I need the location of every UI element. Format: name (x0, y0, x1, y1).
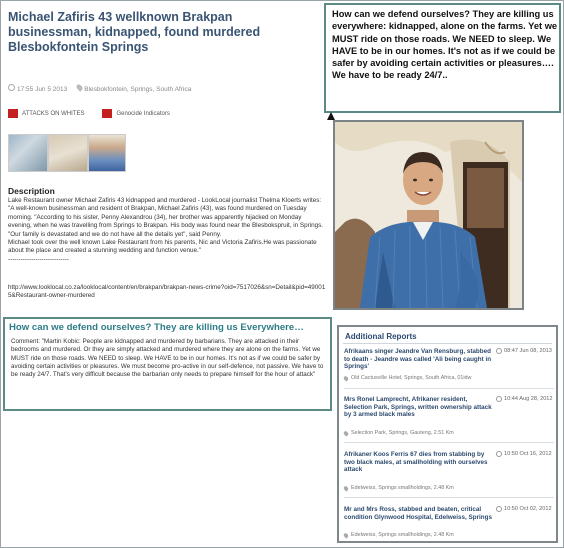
map-pin-icon (343, 532, 349, 538)
divider (344, 497, 554, 498)
victim-photo (333, 120, 524, 310)
additional-reports-title: Additional Reports (345, 332, 417, 341)
report-location-text: Old Cactusville Hotel, Springs, South Africa, 01idw (351, 375, 472, 381)
report-title[interactable]: Mrs Ronel Lamprecht, Afrikaner resident, Selection Park, Springs, written ownership attack by 3 armed black males (344, 396, 492, 419)
comment-box (3, 317, 332, 411)
report-date-text: 10:50 Oct 16, 2012 (504, 451, 552, 457)
meta-location[interactable] (77, 84, 191, 93)
report-date-text: 10:44 Aug 28, 2012 (504, 396, 553, 402)
report-location (344, 532, 454, 538)
clock-icon (496, 451, 502, 457)
report-date (496, 348, 552, 354)
report-date-text: 08:47 Jun 08, 2013 (504, 348, 552, 354)
clock-icon (496, 348, 502, 354)
report-location (344, 485, 454, 491)
callout-text: How can we defend ourselves? They are killing us everywhere: kidnapped, alone on the farms. Yet we MUST ride on those roads. We NEED to sleep. We HAVE to be in our homes. It's not as if we could be safer by avoiding certain activities or pleasures…. We have to be ready 24/7.. (332, 9, 558, 81)
tag-attacks-on-whites[interactable] (8, 109, 84, 118)
map-pin-icon (343, 375, 349, 381)
description-paragraph: Michael took over the well known Lake Restaurant from his parents, Nic and Victoria Zafiris.He was passionate about the place and created a stunning wedding and function venue." (8, 239, 317, 255)
comment-box-title: How can we defend ourselves? They are killing us Everywhere… (9, 322, 304, 333)
red-square-icon (102, 109, 112, 118)
callout-box (324, 3, 561, 113)
description-heading: Description (8, 186, 55, 196)
report-title[interactable]: Afrikaans singer Jeandre Van Rensburg, stabbed to death - Jeandre was called 'Ali being caught in Springs' (344, 348, 492, 371)
person-photo-illustration (335, 122, 522, 308)
clock-icon (496, 506, 502, 512)
map-pin-icon (343, 485, 349, 491)
thumbnail-strip (8, 134, 126, 172)
report-location-text: Edelweiss, Springs smallholdings, 2.48 Km (351, 485, 454, 491)
additional-reports-panel (337, 325, 558, 543)
arrow-up-icon (327, 112, 335, 120)
report-title[interactable]: Mr and Mrs Ross, stabbed and beaten, critical condition Glynwood Hospital, Edelweiss, Springs (344, 506, 492, 521)
comment-box-body: Comment: "Martin Kobic: People are kidnapped and murdered by barbarians. They are attacked in their bedrooms and murdered. Or they are simply attacked and murdered where they are alone on the farms. Yet we MUST ride on those roads. We NEED to sleep. We HAVE to be in our homes. It's not as if we could be safer by avoiding certain activities or pleasures. We must become pro-active in our self-defence, not passive. We have to be ready 24/7. That's very difficult because the barbarian only needs to prepare himself for the hour of attack" (11, 338, 324, 379)
article-meta (8, 84, 191, 93)
map-pin-icon (343, 430, 349, 436)
divider (344, 388, 554, 389)
report-date (496, 506, 552, 512)
tag-row (8, 109, 170, 118)
thumbnail-image[interactable] (88, 134, 126, 172)
clock-icon (8, 84, 15, 91)
divider (344, 442, 554, 443)
report-location-text: Edelweiss, Springs smallholdings, 2.48 Km (351, 532, 454, 538)
report-location-text: Selection Park, Springs, Gauteng, 2.51 Km (351, 430, 454, 436)
divider (343, 343, 552, 344)
meta-time (8, 84, 67, 93)
description-body (8, 197, 326, 264)
description-divider: ----------------------------- (8, 255, 69, 263)
clock-icon (496, 396, 502, 402)
tag-label: ATTACKS ON WHITES (22, 110, 85, 117)
meta-time-text: 17:55 Jun 5 2013 (17, 86, 68, 93)
source-link[interactable]: http://www.looklocal.co.za/looklocal/content/en/brakpan/brakpan-news-crime?oid=7517026&sn=Detail&pid=490015&Restaurant-owner-murdered (8, 284, 326, 300)
report-location (344, 375, 471, 381)
thumbnail-image[interactable] (8, 134, 48, 172)
thumbnail-image[interactable] (48, 134, 88, 172)
report-title[interactable]: Afrikaner Koos Ferris 67 dies from stabbing by two black males, at smallholding with ourselves attack (344, 451, 488, 474)
map-pin-icon (76, 83, 84, 91)
report-location (344, 430, 454, 436)
tag-label: Genocide Indicators (116, 110, 170, 117)
red-square-icon (8, 109, 18, 118)
report-date-text: 10:50 Oct 02, 2012 (504, 506, 552, 512)
description-paragraph: Lake Restaurant owner Michael Zafiris 43 kidnapped and murdered - LookLocal journalist Thelma Kloerts writes: "A well-known businessman and resident of Brakpan, Michael Zafiris (43), was found murdered on Tuesday morning. "According to his sister, Penny Alexandrou (34), her brother was apparently hijacked on Monday evening, when he was travelling from Springs to Brakpan. His body was found near the Blesbokspruit, in Springs. "Our family is devastated and we do not have all the details yet", said Penny. (8, 197, 324, 238)
meta-location-text: Blesbokfontein, Springs, South Africa (84, 86, 192, 93)
report-date (496, 396, 553, 402)
article-headline[interactable]: Michael Zafiris 43 wellknown Brakpan businessman, kidnapped, found murdered Blesbokfontein Springs (8, 10, 261, 54)
report-date (496, 451, 552, 457)
tag-genocide-indicators[interactable] (102, 109, 169, 118)
